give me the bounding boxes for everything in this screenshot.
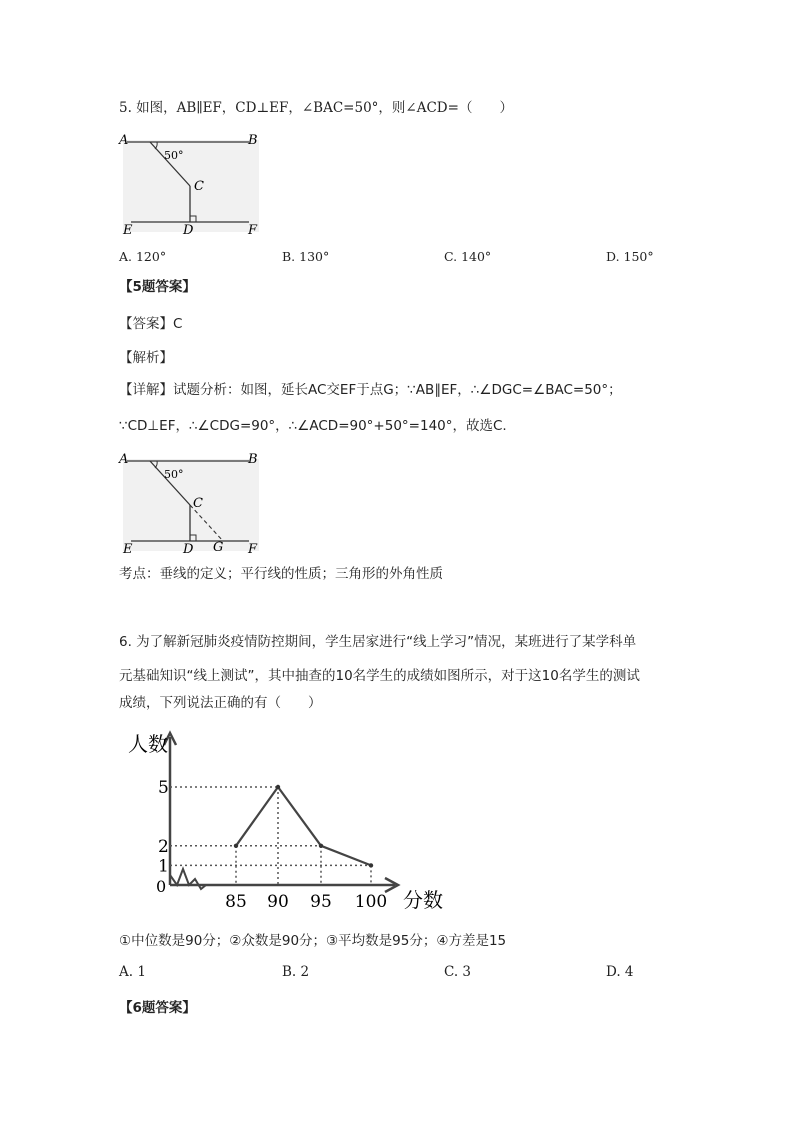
label-b: B — [248, 452, 258, 467]
q5-knowledge: 考点：垂线的定义；平行线的性质；三角形的外角性质 — [119, 566, 443, 582]
y-tick-1: 1 — [158, 856, 169, 877]
figure-background — [123, 140, 259, 232]
x-tick-85: 85 — [225, 892, 247, 912]
y-axis-label: 人数 — [128, 732, 168, 756]
q5-detail-line1: 【详解】试题分析：如图，延长AC交EF于点G；∵AB∥EF，∴∠DGC=∠BAC=50°； — [119, 382, 622, 398]
label-a: A — [119, 452, 129, 467]
label-c: C — [194, 179, 204, 194]
q6-option-a: A. 1 — [119, 964, 146, 980]
origin-label: 0 — [156, 877, 167, 896]
label-angle: 50° — [164, 149, 184, 162]
q5-option-a: A. 120° — [119, 249, 167, 264]
label-g: G — [213, 540, 224, 555]
label-d: D — [183, 223, 194, 236]
q6-statements: ①中位数是90分；②众数是90分；③平均数是95分；④方差是15 — [119, 933, 507, 949]
q5-option-b: B. 130° — [282, 249, 330, 264]
series-line — [236, 787, 371, 865]
q6-stem-line1: 6. 为了解新冠肺炎疫情防控期间，学生居家进行“线上学习”情况，某班进行了某学科单 — [119, 634, 637, 650]
label-angle: 50° — [164, 468, 184, 481]
label-e: E — [123, 223, 133, 236]
data-point-90 — [276, 785, 280, 789]
x-tick-100: 100 — [354, 892, 388, 912]
q6-option-b: B. 2 — [282, 964, 310, 980]
q6-option-d: D. 4 — [606, 964, 634, 980]
q5-stem: 5. 如图，AB∥EF，CD⊥EF，∠BAC=50°，则∠ACD=（ ） — [119, 100, 513, 116]
q5-option-c: C. 140° — [444, 249, 492, 264]
x-tick-90: 90 — [267, 892, 289, 912]
q5-solution-figure — [117, 449, 267, 557]
q6-stem-line3: 成绩，下列说法正确的有（ ） — [119, 695, 322, 711]
x-axis-label: 分数 — [403, 888, 443, 912]
label-a: A — [119, 133, 129, 148]
label-d: D — [183, 542, 194, 557]
label-e: E — [123, 542, 133, 557]
score-line-chart — [120, 725, 450, 915]
x-tick-95: 95 — [310, 892, 332, 912]
q6-stem-line2: 元基础知识“线上测试”，其中抽查的10名学生的成绩如图所示，对于这10名学生的测试 — [119, 668, 640, 684]
y-tick-5: 5 — [158, 778, 169, 798]
q5-answer: 【答案】C — [119, 316, 183, 332]
q6-answer-header: 【6题答案】 — [119, 1000, 196, 1016]
label-f: F — [248, 223, 258, 236]
y-tick-2: 2 — [158, 836, 169, 857]
data-point-95 — [319, 844, 323, 848]
label-f: F — [248, 542, 258, 557]
q5-analysis-header: 【解析】 — [119, 350, 173, 366]
figure-background — [123, 459, 259, 551]
label-c: C — [193, 496, 203, 511]
label-b: B — [248, 133, 258, 148]
q5-option-d: D. 150° — [606, 249, 654, 264]
q6-option-c: C. 3 — [444, 964, 472, 980]
data-point-100 — [369, 863, 373, 867]
chart-axes — [128, 732, 443, 912]
q5-answer-header: 【5题答案】 — [119, 279, 196, 295]
q5-detail-line2: ∵CD⊥EF，∴∠CDG=90°，∴∠ACD=90°+50°=140°，故选C. — [119, 418, 507, 434]
q5-figure — [117, 130, 267, 236]
data-point-85 — [234, 844, 238, 848]
